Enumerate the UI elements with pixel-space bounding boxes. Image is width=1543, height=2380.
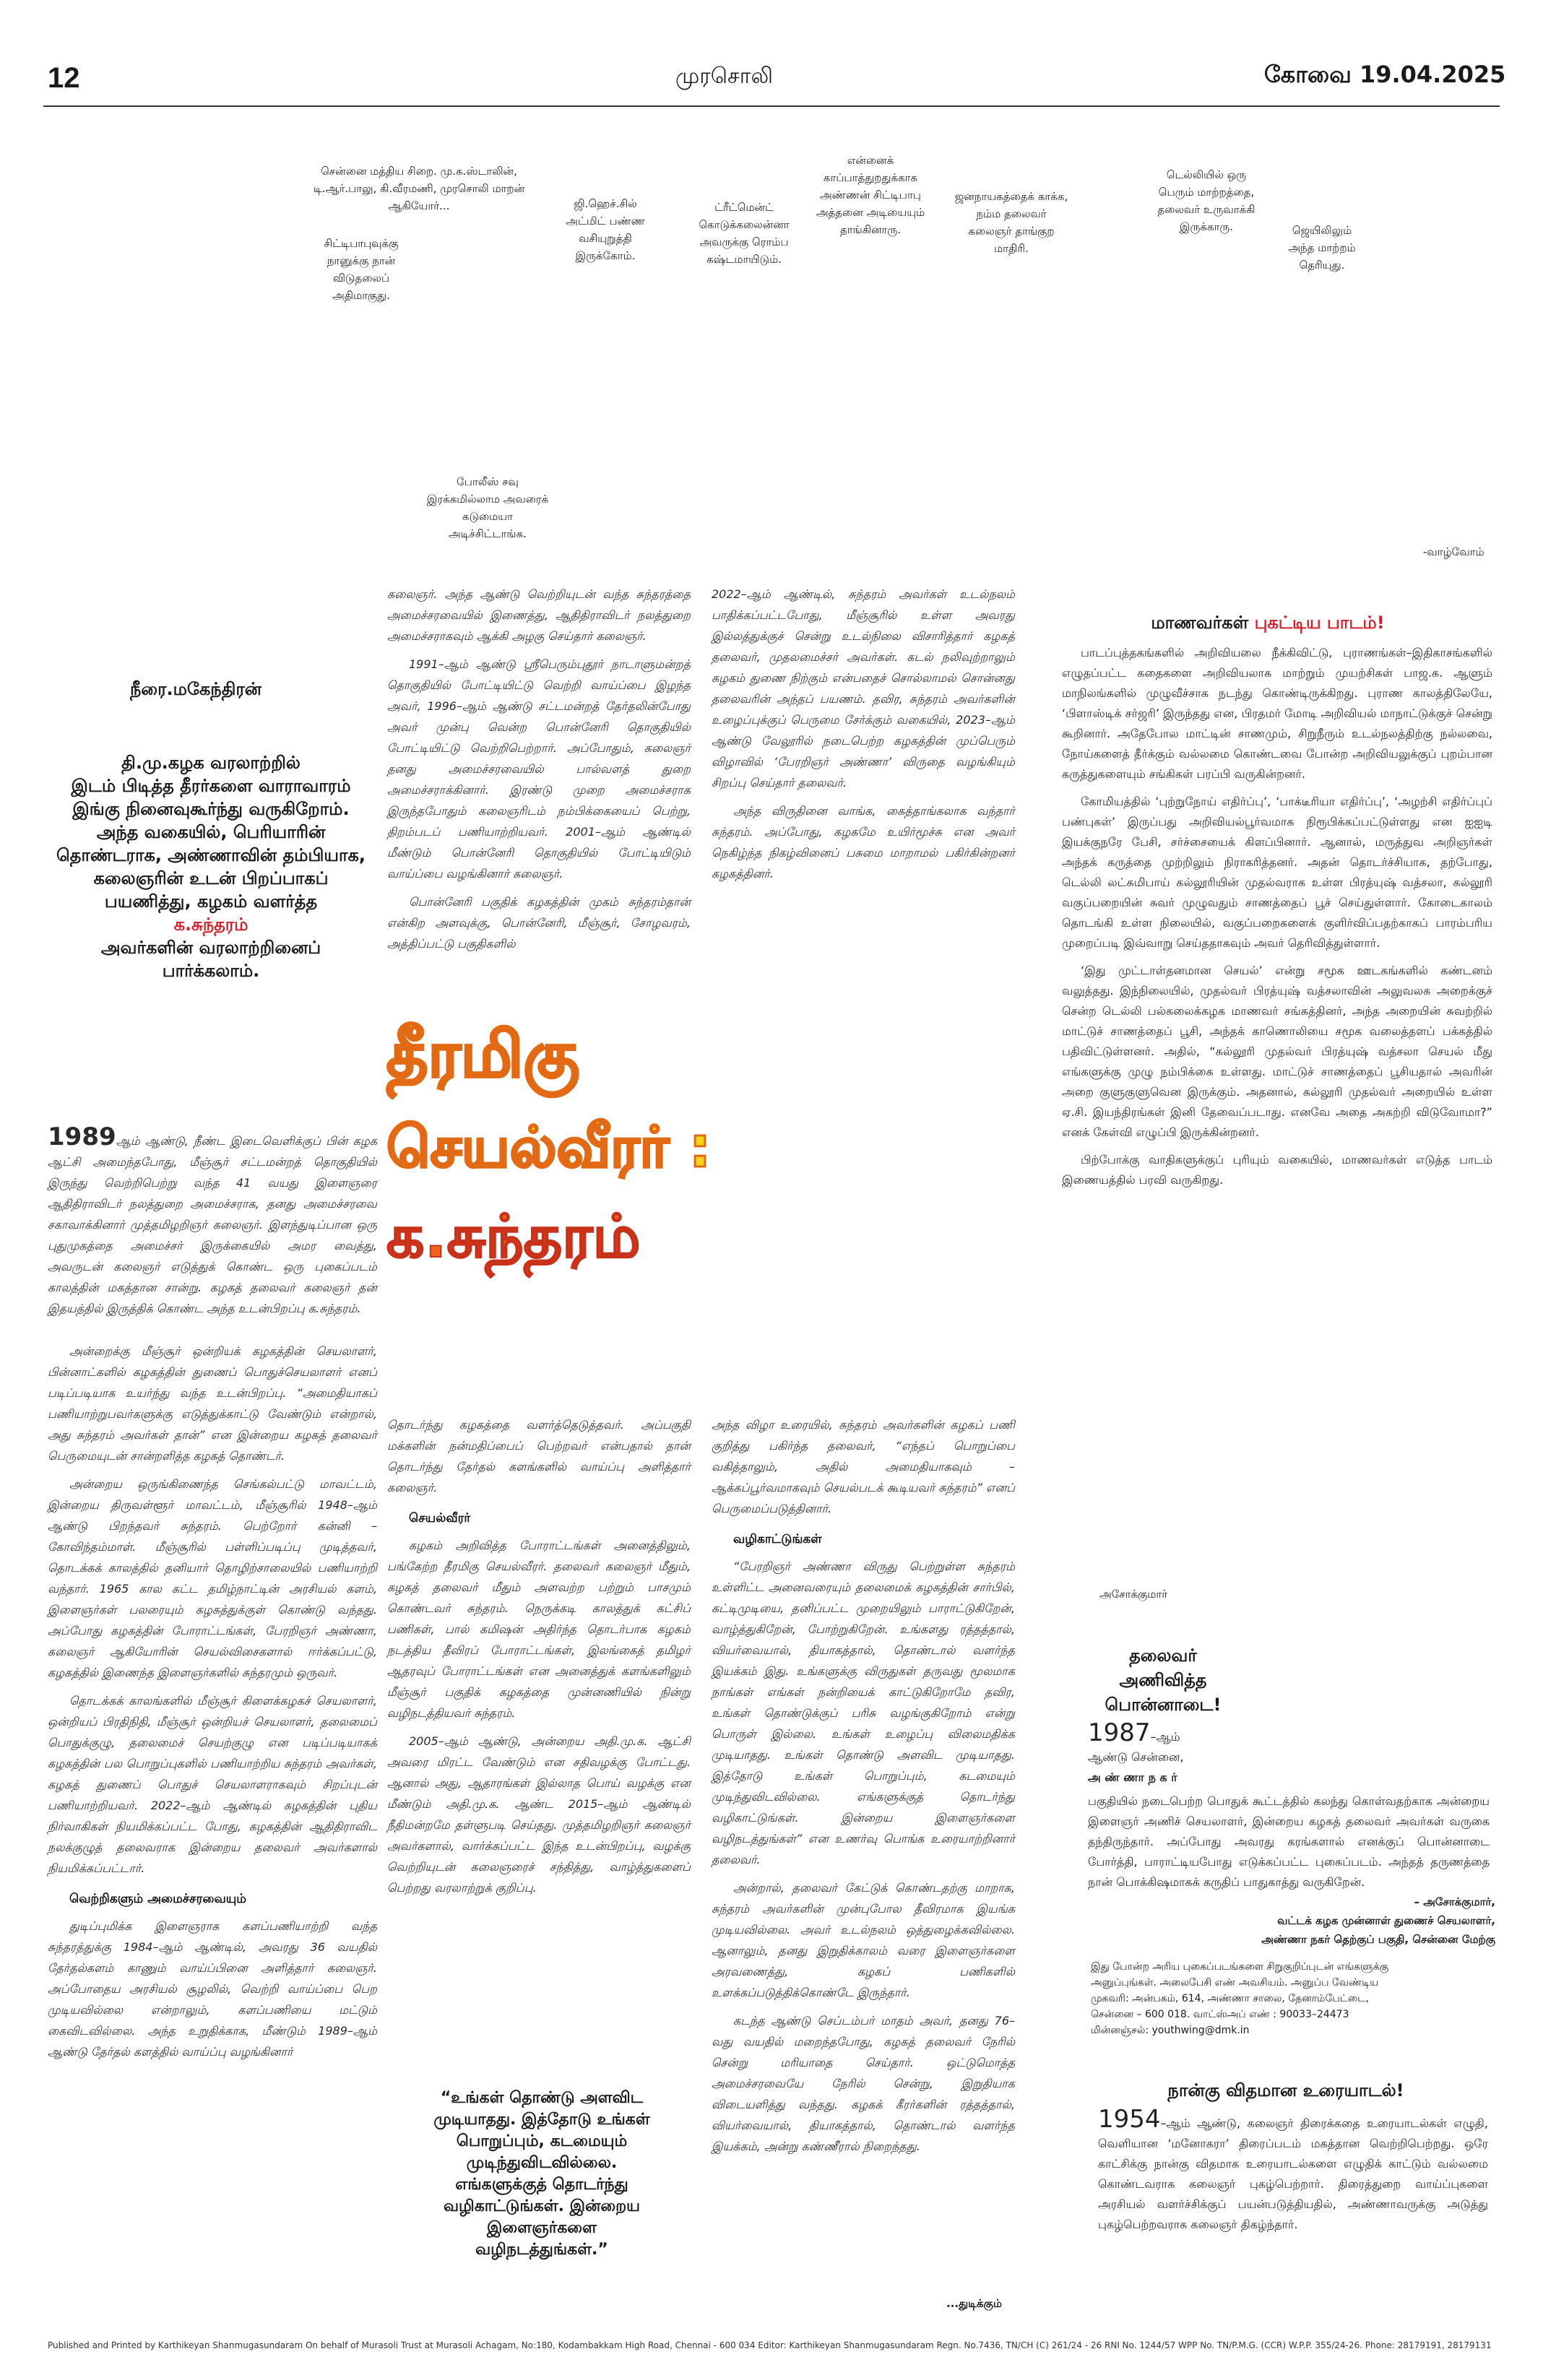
sidebar-heading-dialogue: நான்கு விதமான உரையாடல்!: [1167, 2080, 1404, 2100]
article-column-3-bottom: அந்த விழா உரையில், சுந்தரம் அவர்களின் கழகப் பணி குறித்து பகிர்ந்த தலைவர், “எந்தப் பொறுப்பை வகித்தாலும், அதில் அமைதியாகவும் – ஆக்கப்பூர்வமாகவும் செயல்படக் கூடியவர் சுந்தரம்” எனப் பெருமைப்படுத்தினார். வழிகாட்டுங்கள் “பேரறிஞர் அண்ணா விருது பெற்றுள்ள சுந்தரம் உள்ளிட்ட அனைவரையும் தலைமைக் கழகத்தின் சார்பில், கட்டிமுடியை, தனிப்பட்ட முறையிலும் பாராட்டுகிறேன், வாழ்த்துகிறேன், போற்றுகிறேன். உங்களது ரத்தத்தால், வியர்வையால், தியாகத்தால், தொண்டால் வளர்ந்த இயக்கம் இது. உங்களுக்கு விருதுகள் தருவது மூலமாக நாங்கள் எங்கள் நன்றியைக் காட்டுகிறோமே தவிர, உங்கள் தொண்டுக்குப் பரிசு வழங்குகிறோம் என்று பொருள் இல்லை. உங்கள் உழைப்பு விலைமதிக்க முடியாதது. உங்கள் தொண்டு அளவிட முடியாதது. இத்தோடு உங்கள் பொறுப்பும், கடமையும் முடிந்துவிடவில்லை. எங்களுக்குத் தொடர்ந்து வழிகாட்டுங்கள். இன்றைய இளைஞர்களை வழிநடத்துங்கள்” என உணர்வு பொங்க உரையாற்றினார் தலைவர். அன்றால், தலைவர் கேட்டுக் கொண்டதற்கு மாறாக, சுந்தரம் அவர்களின் முன்புபோல தீவிரமாக இயங்க முடியவில்லை. அவர் உடல்நலம் ஒத்துழைக்கவில்லை. ஆனாலும், தனது இறுதிக்காலம் வரை இளைஞர்களை அரவணைத்து, கழகப் பணிகளில் உளக்கப்படுத்திக்கொண்டே இருந்தார். கடந்த ஆண்டு செப்டம்பர் மாதம் அவர், தனது 76–வது வயதில் மறைந்தபோது, கழகத் தலைவர் நேரில் சென்று மரியாதை செய்தார். ஒட்டுமொத்த அமைச்சரவையே நேரில் சென்று, இறுதியாக விடையளித்து வந்தது. கழகக் கீரர்களின் ரத்தத்தால், வியர்வையால், தியாகத்தால், தொண்டால் வளர்ந்த இயக்கம், அன்று கண்ணீரால் நிறைந்தது.: [712, 1418, 1015, 2153]
sidebar-byline: அசோக்குமார்: [1099, 1588, 1168, 1601]
sidebar-heading-shawl: தலைவர் அணிவித்த பொன்னாடை!: [1105, 1645, 1222, 1715]
sidebar-heading-students: மாணவர்கள் புகட்டிய பாடம்!: [1151, 613, 1385, 633]
continued-marker: ...துடிக்கும்: [946, 2297, 1002, 2310]
imprint-line: Published and Printed by Karthikeyan Shanmugasundaram On behalf of Murasoli Trust at Murasoli Achagam, No:180, Kodambakkam High Road, Chennai - 600 034 Editor: Karthikeyan Shanmugasundaram Regn. No.7436, TN/CH (C) 261/24 - 26 RNI No. 1244/57 WPP No. TN/P.M.G. (CCR) W.P.P. 355/24-26. Phone: 28179191, 28179131: [48, 2340, 1492, 2350]
comic-caption: ஜி.ஹெச்.சில் அட்மிட் பண்ண வசியுறுத்தி இருக்கோம்.: [566, 197, 645, 262]
title-line-3: க.சுந்தரம்: [386, 1203, 641, 1271]
article-title: [379, 997, 733, 1293]
intro-name: க.சுந்தரம்: [173, 914, 248, 935]
newspaper-name: முரசொலி: [675, 64, 773, 89]
sidebar-shawl-sign: – அசோக்குமார், வட்டக் கழக முன்னாள் துணைச் செயலாளர், அண்ணா நகர் தெற்குப் பகுதி, சென்னை மேற்கு: [1261, 1895, 1495, 1946]
header-rule: [43, 105, 1500, 107]
subheading-activist: செயல்வீரர்: [409, 1511, 471, 1526]
title-line-2: செயல்வீரர் :: [386, 1115, 712, 1180]
comic-credit: -வாழ்வோம்: [1423, 545, 1484, 558]
comic-caption: என்னைக் காப்பாத்துறதுக்காக அண்ணன் சிட்டிபாபு அத்தனை அடியையும் தாங்கினாரு.: [816, 154, 925, 236]
sidebar-shawl-body: பகுதியில் நடைபெற்ற பொதுக் கூட்டத்தில் கலந்து கொள்வதற்காக அன்றைய இளைஞர் அணிச் செயலாளர், இன்றைய கழகத் தலைவர் அவர்கள் வருகை தந்திருந்தார். அப்போது அவரது கரங்களால் எனக்குப் பொன்னாடை போர்த்தி, பாராட்டியபோது எடுக்கப்பட்ட புகைப்படம். அந்தத் தருணத்தை நான் பொக்கிஷமாகக் கருதிப் பாதுகாத்து வருகிறேன்.: [1088, 1794, 1490, 1889]
article-column-2-bottom: தொடர்ந்து கழகத்தை வளர்த்தெடுத்தவர். அப்பகுதி மக்களின் நன்மதிப்பைப் பெற்றவர் என்பதால் தான் தொடர்ந்து தேர்தல் களங்களில் வாய்ப்பு அளித்தார் கலைஞர். செயல்வீரர் கழகம் அறிவித்த போராட்டங்கள் அனைத்திலும், பங்கேற்ற தீரமிகு செயல்வீரர். தலைவர் கலைஞர் மீதும், கழகத் தலைவர் மீதும் அளவற்ற பற்றும் பாசமும் கொண்டவர் சுந்தரம். நெருக்கடி காலத்துக் கட்சிப் பணிகள், பால் கமிஷன் அதிர்ந்த தொடர்பாக கழகம் நடத்திய தீவிரப் போராட்டங்கள், இலங்கைத் தமிழர் ஆதரவுப் போராட்டங்கள் என அனைத்துக் களங்களிலும் மீஞ்சூர் பகுதிக் கழகத்தை முன்னணியில் நின்று வழிநடத்தியவர் சுந்தரம். 2005–ஆம் ஆண்டு, அன்றைய அதி.மு.க. ஆட்சி அவரை மிரட்ட வேண்டும் என சதிவழக்கு போட்டது. ஆனால் அது, ஆதாரங்கள் இல்லாத பொய் வழக்கு என மீண்டும் அதி.மு.க. ஆண்ட 2015–ஆம் ஆண்டில் நீதிமன்றமே தள்ளுபடி செய்தது. முத்தமிழறிஞர் கலைஞர் அவர்களால், வார்க்கப்பட்ட இந்த உடன்பிறப்பு, வழக்கு வெற்றியுடன் கலைஞரைச் சந்தித்து, வாழ்த்துகளைப் பெற்றது வரலாற்றுக் குறிப்பு.: [387, 1418, 691, 1895]
comic-caption: ஜனநாயகத்தைக் காக்க, நம்ம தலைவர் கலைஞர் தாங்குற மாதிரி.: [954, 190, 1068, 255]
article-column-1: 1989ஆம் ஆண்டு, நீண்ட இடைவெளிக்குப் பின் கழக ஆட்சி அமைந்தபோது, மீஞ்சூர் சட்டமன்றத் தொகுதியில் இருந்து வெற்றிபெற்று வந்த 41 வயது இளைஞரை ஆதிதிராவிடர் நலத்துறை அமைச்சராக, தனது அமைச்சரவை சகாவாக்கினார் முத்தமிழறிஞர் கலைஞர். இளந்துடிப்பான ஒரு புதுமுகத்தை அமைச்சர் இருக்கையில் அமர வைத்து, அவருடன் கலைஞர் எடுத்துக் கொண்ட ஒரு புகைப்படம் காலத்தின் மகத்தான சான்று. கழகத் தலைவர் கலைஞர் தன் இதயத்தில் இருத்திக் கொண்ட அந்த உடன்பிறப்பு க.சுந்தரம். அன்றைக்கு மீஞ்சூர் ஒன்றியக் கழகத்தின் செயலாளர், பின்னாட்களில் கழகத்தின் துணைப் பொதுச்செயலாளர் எனப் படிப்படியாக உயர்ந்து வந்த உடன்பிறப்பு. “அமைதியாகப் பணியாற்றுபவர்களுக்கு எடுத்துக்காட்டு வேண்டும் என்றால், அது சுந்தரம் அவர்கள் தான்” என இன்றைய கழகத் தலைவர் பெருமையுடன் சான்றளித்த கழகத் தொண்டர். அன்றைய ஒருங்கிணைந்த செங்கல்பட்டு மாவட்டம், இன்றைய திருவள்ளூர் மாவட்டம், மீஞ்சூரில் 1948–ஆம் ஆண்டு பிறந்தவர் சுந்தரம். பெற்றோர் கன்னி – கோவிந்தம்மாள். மீஞ்சூரில் பள்ளிப்படிப்பு முடித்தவர், தொடக்கக் காலத்தில் தனியார் தொழிற்சாலையில் பணியாற்றி வந்தார். 1965 கால கட்ட தமிழ்நாட்டின் அரசியல் களம், இளைஞர்கள் பலரையும் கழகத்துக்குள் கொண்டு வந்தது. அப்போது கழகத்தின் போராட்டங்கள், பேரறிஞர் அண்ணா, கலைஞர் ஆகியோரின் செயல்விசைகளால் ஈர்க்கப்பட்டு, கழகத்தில் இணைந்த இளைஞர்களில் சுந்தரமும் ஒருவர். தொடக்கக் காலங்களில் மீஞ்சூர் கிளைக்கழகச் செயலாளர், ஒன்றியப் பிரதிநிதி, மீஞ்சூர் ஒன்றியச் செயலாளர், தலைமைப் பொதுக்குழு, தலைமைச் செயற்குழு என படிப்படியாகக் கழகத்தின் பல பொறுப்புகளில் பணியாற்றிய சுந்தரம் அவர்கள், கழகத் துணைப் பொதுச் செயலாளராகவும் சிறப்புடன் பணியாற்றியவர். 2022–ஆம் ஆண்டில் கழகத்தின் புதிய நிர்வாகிகள் நியமிக்கப்பட்ட போது, கழகத்தின் ஆதிதிராவிட நலக்குழுத் தலைவராக இன்றைய தலைவர் அவர்களால் நியமிக்கப்பட்டார். வெற்றிகளும் அமைச்சரவையும் துடிப்புமிக்க இளைஞராக களப்பணியாற்றி வந்த சுந்தரத்துக்கு 1984–ஆம் ஆண்டில், அவரது 36 வயதில் தேர்தல்களம் காணும் வாய்ப்பினை அளித்தார் கலைஞர். அப்போதைய அரசியல் சூழலில், வெற்றி வாய்ப்பை பெற முடியவில்லை என்றாலும், களப்பணியை மட்டும் கைவிடவில்லை. அந்த உறுதிக்காக, மீண்டும் 1989–ஆம் ஆண்டு தேர்தல் களத்தில் வாய்ப்பு வழங்கினார்: [48, 1122, 377, 2059]
sidebar-students-body: பாடப்புத்தகங்களில் அறிவியலை நீக்கிவிட்டு, புராணங்கள்–இதிகாசங்களில் எழுதப்பட்ட கதைகளை அறிவியலாக மாற்றும் முயற்சிகள் பாஜ.க. ஆளும் மாநிலங்களில் முழுவீச்சாக நடந்து கொண்டிருக்கிறது. புராண காலத்திலேயே, ‘பிளாஸ்டிக் சர்ஜரி’ இருந்தது என, பிரதமர் மோடி அறிவியல் மாநாட்டுக்குச் சென்று கூறினார். அதேபோல மாட்டின் சாணமும், சிறுநீரும் உடல்நலத்திற்கு நல்லவை, நோய்களைத் தீர்க்கும் வல்லமை கொண்டவை போன்ற அறிவியலுக்குப் புறம்பான கருத்துகளையும் சங்கிகள் பரப்பி வருகின்றனர். கோமியத்தில் ‘புற்றுநோய் எதிர்ப்பு’, ‘பாக்டீரியா எதிர்ப்பு’, ‘அழற்சி எதிர்ப்புப் பண்புகள்’ இருப்பது அறிவியல்பூர்வமாக நிரூபிக்கப்பட்டுள்ளது என ஐஐடி இயக்குநரே பேசி, சர்ச்சையைக் கிளப்பினார். ஆனால், மருத்துவ அறிஞர்கள் அந்தக் கருத்தை முற்றிலும் நிராகரித்தனர். அதன் தொடர்ச்சியாக, தற்போது, டெல்லி லட்சுமிபாய் கல்லூரியின் முதல்வராக உள்ள பிரத்யுஷ் வத்சலா, கல்லூரி வகுப்பறையின் சுவர் முழுவதும் சாணத்தைப் பூச் செய்துள்ளார். கோடைகாலம் தொடங்கி உள்ள நிலையில், வகுப்பறைகளைக் குளிர்விப்பதற்காகப் பாரம்பரிய முறைப்படி இவ்வாறு செய்ததாகவும் அவர் தெரிவித்துள்ளார். ‘இது முட்டாள்தனமான செயல்’ என்று சமூக ஊடகங்களில் கண்டனம் வலுத்தது. இந்நிலையில், முதல்வர் பிரத்யுஷ் வத்சலாவின் அலுவலக அறைக்குச் சென்ற டெல்லி பல்கலைக்கழக மாணவர் சங்கத்தினர், அந்த அறையின் சுவற்றில் மாட்டுச் சாணத்தைப் பூசி, அந்தக் காணொலியை சமூக வலைத்தளப் பக்கத்தில் பதிவிட்டுள்ளனர். அதில், “கல்லூரி முதல்வர் பிரத்யுஷ் வத்சலா செயல் மீது எங்களுக்கு முழு நம்பிக்கை உள்ளது. மாட்டுச் சாணத்தைப் பூசியதால் அவரின் அறை குளுகுளுவென இருக்கும். அதனால், கல்லூரி முதல்வர் அறையில் உள்ள ஏ.சி. இயந்திரங்கள் இனி தேவைப்படாது. எனவே அதை அகற்றி விடுவோமா?” எனக் கேள்வி எழுப்பி இருக்கின்றனர். பிற்போக்கு வாதிகளுக்குப் புரியும் வகையில், மாணவர்கள் எடுத்த பாடம் இணையத்தில் பரவி வருகிறது.: [1062, 646, 1492, 1187]
title-line-1: தீரமிகு: [386, 1017, 580, 1091]
sidebar-dialogue-body: 1954–ஆம் ஆண்டு, கலைஞர் திரைக்கதை உரையாடல்கள் எழுதி, வெளியான ‘மனோகரா’ திரைப்படம் மகத்தான வெற்றிபெற்றது. ஒரே காட்சிக்கு நான்கு விதமாக உரையாடல்களை எழுதிக் காட்டும் வல்லமை கொண்டவராக கலைஞர் புகழ்பெற்றார். திரைத்துறை வாய்ப்புகளை அரசியல் வளர்ச்சிக்குப் பயன்படுத்தியதில், அண்ணாவருக்கு அடுத்து புகழ்பெற்றவராக கலைஞர் திகழ்ந்தார்.: [1098, 2105, 1488, 2231]
article-column-2-top: கலைஞர். அந்த ஆண்டு வெற்றியுடன் வந்த சுந்தரத்தை அமைச்சரவையில் இணைத்து, ஆதிதிராவிடர் நலத்துறை அமைச்சராகவும் ஆக்கி அழகு செய்தார் கலைஞர். 1991–ஆம் ஆண்டு ஸ்ரீபெரும்புதூர் நாடாளுமன்றத் தொகுதியில் போட்டியிட்டு வெற்றி வாய்ப்பை இழந்த அவர், 1996–ஆம் ஆண்டு சட்டமன்றத் தேர்தலின்போது அவர் முன்பு வென்ற பொன்னேரி தொகுதியில் போட்டியிட்டு வெற்றிபெற்றார். அப்போதும், கலைஞர் தனது அமைச்சரவையில் பால்வளத் துறை அமைச்சராக்கினார். இரண்டு முறை அமைச்சராக இருந்தபோதும் கலைஞரிடம் நம்பிக்கையைப் பெற்று, திறம்படப் பணியாற்றியவர். 2001–ஆம் ஆண்டில் மீண்டும் பொன்னேரி தொகுதியில் போட்டியிடும் வாய்ப்பை வழங்கினார் கலைஞர். பொன்னேரி பகுதிக் கழகத்தின் முகம் சுந்தரம்தான் என்கிற அளவுக்கு, பொன்னேரி, மீஞ்சூர், சோழவரம், அத்திப்பட்டு பகுதிகளில்: [387, 587, 691, 951]
article-column-3-top: 2022–ஆம் ஆண்டில், சுந்தரம் அவர்கள் உடல்நலம் பாதிக்கப்பட்டபோது, மீஞ்சூரில் உள்ள அவரது இல்லத்துக்குச் சென்று உடல்நிலை விசாரித்தார் கழகத் தலைவர், முதலமைச்சர் அவர்கள். கடல் நலிவுற்றாலும் கழகம் துணை நிற்கும் என்பதைச் சொல்லாமல் சொன்னது தலைவரின் அந்தப் பயணம். தவிர, சுந்தரம் அவர்களின் உழைப்புக்குப் பெருமை சேர்க்கும் வகையில், 2023–ஆம் ஆண்டு வேலூரில் நடைபெற்ற கழகத்தின் முப்பெரும் விழாவில் ‘பேரறிஞர் அண்ணா’ விருதை வழங்கியும் சிறப்பு செய்தார் தலைவர். அந்த விருதினை வாங்க, கைத்தாங்கலாக வந்தார் சுந்தரம். அப்போது, கழகமே உயிர்மூச்சு என அவர் நெகிழ்ந்த நிகழ்வினைப் பசுமை மாறாமல் பகிர்கின்றனர் கழகத்தினர்.: [712, 587, 1015, 880]
edition-date: கோவை 19.04.2025: [1264, 61, 1506, 88]
subheading-wins: வெற்றிகளும் அமைச்சரவையும்: [69, 1892, 246, 1906]
page-number: 12: [48, 62, 80, 94]
comic-strip: [217, 154, 1356, 545]
comic-caption: ஜெயிலிலும் அந்த மாற்றம் தெரியுது.: [1288, 224, 1356, 272]
author-name: நீரை.மகேந்திரன்: [130, 679, 262, 699]
article-intro: தி.மு.கழக வரலாற்றில் இடம் பிடித்த தீரர்களை வாராவாரம் இங்கு நினைவுகூர்ந்து வருகிறோம். அந்த வகையில், பெரியாரின் தொண்டராக, அண்ணாவின் தம்பியாக, கலைஞரின் உடன் பிறப்பாகப் பயணித்து, கழகம் வளர்த்த க.சுந்தரம் அவர்களின் வரலாற்றினைப் பார்க்கலாம்.: [45, 751, 377, 982]
subheading-guides: வழிகாட்டுங்கள்: [733, 1532, 822, 1546]
comic-caption: சிட்டிபாபுவுக்கு நானுக்கு நான் விடுதலைப் அதிமாகுது.: [324, 237, 399, 302]
comic-caption: சென்னை மத்திய சிறை. மு.க.ஸ்டாலின், டி.ஆர்.பாலு, கி.வீரமணி, முரசொலி மாறன் ஆகியோர்...: [313, 165, 525, 212]
pull-quote: “உங்கள் தொண்டு அளவிட முடியாதது. இத்தோடு உங்கள் பொறுப்பும், கடமையும் முடிந்துவிடவில்லை. எங்களுக்குத் தொடர்ந்து வழிகாட்டுங்கள். இன்றைய இளைஞர்களை வழிநடத்துங்கள்.”: [433, 2089, 650, 2259]
comic-caption: ட்ரீட்மென்ட் கொடுக்கலைன்னா அவருக்கு ரொம்ப கஷ்டமாயிடும்.: [699, 201, 790, 266]
comic-caption: டெல்லியில் ஒரு பெரும் மாற்றத்தை, தலைவர் உருவாக்கி இருக்காரு.: [1157, 168, 1255, 233]
sidebar-notice: இது போன்ற அரிய புகைப்படங்களை சிறுகுறிப்புடன் எங்களுக்கு அனுப்புங்கள். அலைபேசி எண் அவசியம். அனுப்ப வேண்டிய முகவரி: அன்பகம், 614, அண்ணா சாலை, தேனாம்பேட்டை, சென்னை – 600 018. வாட்ஸ்அப் எண் : 90033–24473 மின்னஞ்சல்: youthwing@dmk.in: [1091, 1961, 1389, 2036]
sidebar-shawl-lead: 1987–ஆம் ஆண்டு சென்னை, அ ண் ணா ந க ர்: [1088, 1718, 1184, 1784]
comic-caption: போலீஸ் சவு இரக்கமில்லாம அவரைக் கடுமையா அடிச்சிட்டாங்க.: [426, 475, 549, 540]
